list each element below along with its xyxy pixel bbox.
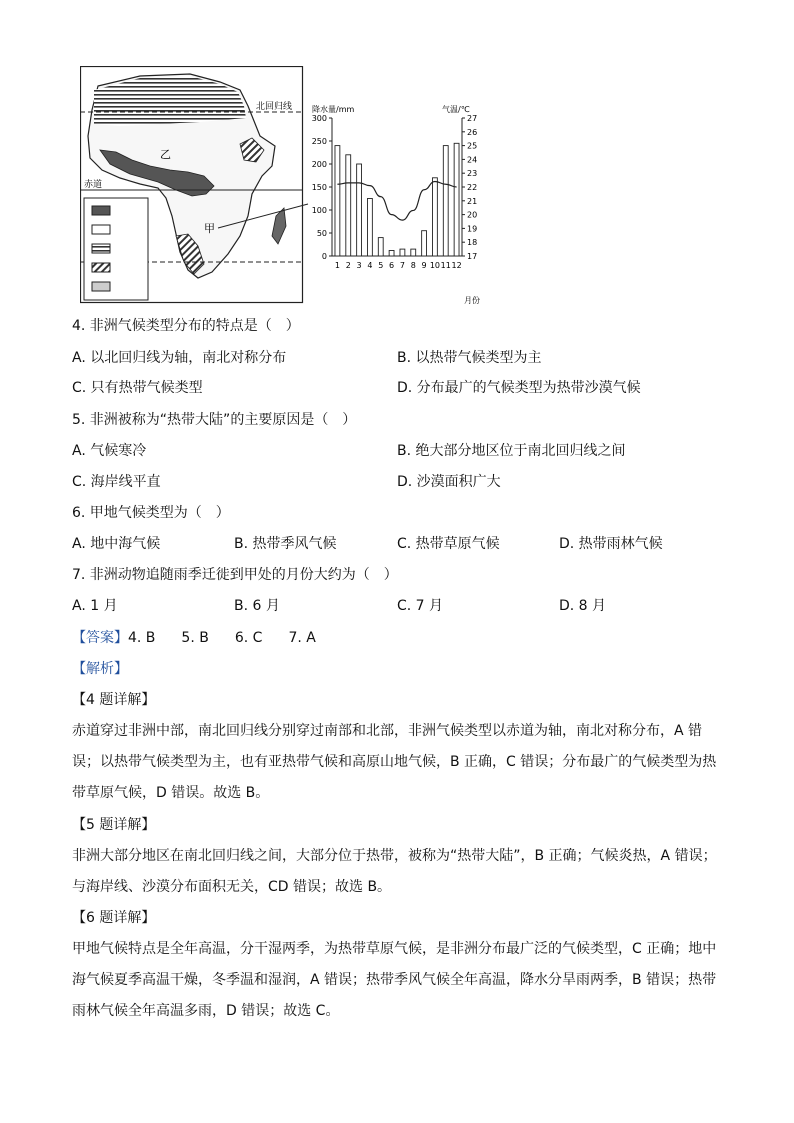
answer-item: 5. B: [181, 630, 209, 646]
chart-bars: [335, 143, 459, 256]
tropic-north-label: 北回归线: [256, 102, 293, 112]
analysis-label: 【解析】: [72, 661, 128, 677]
precip-bar: [357, 164, 362, 256]
q5-option-c: C. 海岸线平直: [72, 474, 161, 490]
q4-option-a: A. 以北回归线为轴，南北对称分布: [72, 350, 287, 366]
y-tick-label: 300: [311, 114, 327, 123]
q6-option-d: D. 热带雨林气候: [559, 536, 663, 552]
q5-option-a: A. 气候寒冷: [72, 443, 147, 459]
chart-axes: [332, 118, 462, 256]
precip-bar: [378, 238, 383, 256]
y2-tick-label: 26: [467, 127, 478, 137]
legend-highland: [92, 282, 110, 291]
answer-item: 4. B: [128, 630, 156, 646]
legend-rainforest: [92, 206, 110, 215]
y-tick-label: 50: [316, 229, 327, 238]
q7-option-b: B. 6 月: [234, 598, 280, 614]
y-tick-label: 200: [311, 160, 327, 169]
q6-option-a: A. 地中海气候: [72, 536, 161, 552]
x-tick-label: 4: [367, 261, 373, 270]
detail-6-text: 甲地气候特点是全年高温，分干湿两季，为热带草原气候，是非洲分布最广泛的气候类型，C 正确；地中海气候夏季高温干燥，冬季温和湿润，A 错误；热带季风气候全年高温，降水分旱雨两季，B 错误；热带雨林气候全年高温多雨，D 错误；故选 C。: [72, 941, 717, 1019]
q6-option-c: C. 热带草原气候: [397, 536, 500, 552]
precip-bar: [335, 146, 340, 256]
q6-option-b: B. 热带季风气候: [234, 536, 337, 552]
chart-xticks: [335, 261, 462, 270]
answer-row: [72, 628, 316, 648]
q7-option-a: A. 1 月: [72, 598, 118, 614]
q5-option-b: B. 绝大部分地区位于南北回归线之间: [397, 443, 626, 459]
equator-label: 赤道: [84, 180, 103, 190]
y2-tick-label: 22: [467, 183, 478, 192]
figure-africa-climate: [80, 66, 520, 310]
legend-mediterranean: [92, 263, 110, 272]
figure-svg: [80, 66, 520, 306]
label-jia: 甲: [204, 222, 215, 235]
legend-desert: [92, 244, 110, 253]
y-tick-label: 250: [311, 137, 327, 146]
y-tick-label: 150: [311, 183, 327, 192]
temperature-line: [337, 181, 456, 220]
x-tick-label: 3: [356, 261, 362, 270]
x-tick-label: 1: [334, 261, 340, 270]
detail-5-heading: 【5 题详解】: [72, 817, 156, 833]
q4-option-b: B. 以热带气候类型为主: [397, 350, 542, 366]
answer-item: 7. A: [288, 630, 316, 646]
y2-tick-label: 17: [467, 252, 478, 261]
detail-6-heading: 【6 题详解】: [72, 910, 156, 926]
precip-bar: [432, 178, 437, 256]
q7-option-c: C. 7 月: [397, 598, 444, 614]
y-tick-label: 100: [311, 206, 327, 215]
x-tick-label: 7: [399, 261, 405, 270]
q5-stem: 5. 非洲被称为“热带大陆”的主要原因是（ ）: [72, 412, 357, 428]
y2-tick-label: 18: [467, 238, 478, 248]
climate-chart: [312, 104, 480, 305]
y2-tick-label: 27: [467, 114, 478, 123]
x-tick-label: 5: [378, 261, 384, 270]
q4-stem: 4. 非洲气候类型分布的特点是（ ）: [72, 318, 300, 334]
precip-bar: [367, 199, 372, 257]
q6-stem: 6. 甲地气候类型为（ ）: [72, 505, 230, 521]
chart-y2ticks: [462, 114, 477, 261]
precip-bar: [422, 231, 427, 256]
answer-item: 6. C: [234, 630, 263, 646]
y2-tick-label: 23: [467, 169, 478, 179]
precip-bar: [400, 249, 405, 256]
precip-bar: [454, 143, 459, 256]
chart-ylabel-right: 气温/℃: [442, 105, 470, 114]
precip-bar: [389, 250, 394, 256]
chart-yticks: [312, 114, 332, 261]
label-yi: 乙: [160, 148, 171, 161]
chart-ylabel-left: 降水量/mm: [312, 105, 355, 114]
legend-savanna: [92, 225, 110, 234]
detail-5-text: 非洲大部分地区在南北回归线之间，大部分位于热带，被称为“热带大陆”，B 正确；气候炎热，A 错误；与海岸线、沙漠分布面积无关，CD 错误；故选 B。: [72, 848, 717, 895]
q7-stem: 7. 非洲动物追随雨季迁徙到甲处的月份大约为（ ）: [72, 567, 398, 583]
chart-x-unit: 月份: [464, 296, 480, 305]
y2-tick-label: 20: [467, 210, 478, 220]
x-tick-label: 2: [345, 261, 351, 270]
x-tick-label: 8: [410, 261, 416, 270]
q4-option-d: D. 分布最广的气候类型为热带沙漠气候: [397, 380, 641, 396]
precip-bar: [346, 155, 351, 256]
q7-option-d: D. 8 月: [559, 598, 607, 614]
x-tick-label: 11: [440, 261, 451, 270]
y2-tick-label: 24: [467, 155, 478, 165]
precip-bar: [411, 249, 416, 256]
y2-tick-label: 19: [467, 224, 478, 234]
y2-tick-label: 21: [467, 196, 478, 206]
x-tick-label: 12: [451, 261, 462, 270]
q4-option-c: C. 只有热带气候类型: [72, 380, 203, 396]
x-tick-label: 9: [421, 261, 427, 270]
x-tick-label: 6: [389, 261, 395, 270]
y2-tick-label: 25: [467, 141, 478, 151]
x-tick-label: 10: [429, 261, 441, 270]
detail-4-text: 赤道穿过非洲中部，南北回归线分别穿过南部和北部，非洲气候类型以赤道为轴，南北对称分布，A 错误；以热带气候类型为主，也有亚热带气候和高原山地气候，B 正确，C 错误；分布最广的气候类型为热带草原气候，D 错误。故选 B。: [72, 723, 717, 801]
y-tick-label: 0: [321, 252, 327, 261]
precip-bar: [443, 146, 448, 256]
answer-label: 【答案】: [72, 630, 128, 646]
detail-4-heading: 【4 题详解】: [72, 692, 156, 708]
q5-option-d: D. 沙漠面积广大: [397, 474, 501, 490]
